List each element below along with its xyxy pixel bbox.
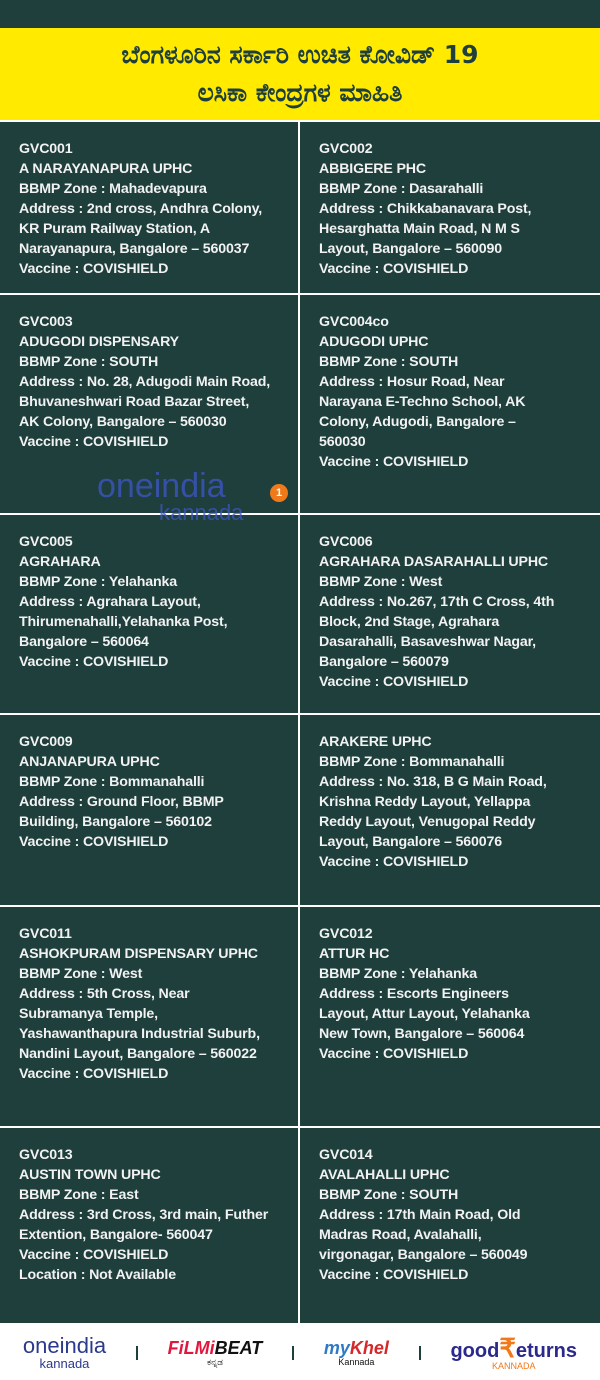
center-line: Vaccine : COVISHIELD xyxy=(19,834,169,850)
oneindia-watermark xyxy=(97,467,244,525)
center-line: Address : 2nd cross, Andhra Colony, xyxy=(19,201,263,217)
divider xyxy=(292,1346,294,1360)
center-line: ABBIGERE PHC xyxy=(319,161,426,177)
center-line: Nandini Layout, Bangalore – 560022 xyxy=(19,1046,257,1062)
center-line: BBMP Zone : East xyxy=(19,1187,139,1203)
watermark-badge: 1 xyxy=(270,484,288,502)
center-card xyxy=(300,907,600,1128)
center-line: AGRAHARA xyxy=(19,554,101,570)
goodreturns-sub: KANNADA xyxy=(491,1360,536,1371)
mykhel-a: my xyxy=(323,1337,350,1358)
center-line: Bangalore – 560079 xyxy=(319,654,449,670)
goodreturns-b: eturns xyxy=(515,1339,578,1362)
top-strip xyxy=(0,0,600,28)
center-line: ARAKERE UPHC xyxy=(319,734,432,750)
center-line: virgonagar, Bangalore – 560049 xyxy=(319,1247,528,1263)
center-line: Bangalore – 560064 xyxy=(19,634,149,650)
center-line: New Town, Bangalore – 560064 xyxy=(319,1026,525,1042)
rupee-icon: ₹ xyxy=(499,1332,516,1363)
center-line: ASHOKPURAM DISPENSARY UPHC xyxy=(19,946,258,962)
mykhel-sub: Kannada xyxy=(338,1356,375,1367)
center-line: Subramanya Temple, xyxy=(19,1006,158,1022)
center-line: 560030 xyxy=(319,434,366,450)
center-line: BBMP Zone : Yelahanka xyxy=(19,574,177,590)
center-line: Madras Road, Avalahalli, xyxy=(319,1227,482,1243)
center-line: Bhuvaneshwari Road Bazar Street, xyxy=(19,394,250,410)
goodreturns-logo[interactable] xyxy=(450,1332,578,1371)
center-line: Address : Chikkabanavara Post, xyxy=(319,201,532,217)
center-card xyxy=(300,515,600,715)
oneindia-logo[interactable] xyxy=(23,1335,106,1370)
divider xyxy=(419,1346,421,1360)
center-line: GVC009 xyxy=(19,734,73,750)
center-line: Address : Escorts Engineers xyxy=(319,986,509,1002)
center-line: A NARAYANAPURA UPHC xyxy=(19,161,193,177)
center-card xyxy=(0,907,300,1128)
center-line: Address : No.267, 17th C Cross, 4th xyxy=(319,594,555,610)
center-line: Vaccine : COVISHIELD xyxy=(19,1066,169,1082)
center-line: Extention, Bangalore- 560047 xyxy=(19,1227,213,1243)
center-line: Colony, Adugodi, Bangalore – xyxy=(319,414,516,430)
center-line: Hesarghatta Main Road, N M S xyxy=(319,221,520,237)
center-line: Vaccine : COVISHIELD xyxy=(319,674,469,690)
center-line: BBMP Zone : West xyxy=(19,966,143,982)
center-line: Address : No. 318, B G Main Road, xyxy=(319,774,547,790)
center-line: KR Puram Railway Station, A xyxy=(19,221,210,237)
center-line: GVC014 xyxy=(319,1147,373,1163)
center-card xyxy=(0,120,300,295)
center-card xyxy=(0,515,300,715)
center-line: BBMP Zone : SOUTH xyxy=(319,354,459,370)
center-line: AUSTIN TOWN UPHC xyxy=(19,1167,161,1183)
center-line: Vaccine : COVISHIELD xyxy=(19,654,169,670)
center-line: Vaccine : COVISHIELD xyxy=(319,1046,469,1062)
center-line: ADUGODI UPHC xyxy=(319,334,429,350)
divider xyxy=(136,1346,138,1360)
center-line: Address : Ground Floor, BBMP xyxy=(19,794,224,810)
center-line: GVC002 xyxy=(319,141,373,157)
mykhel-b: Khel xyxy=(349,1337,389,1358)
center-line: AK Colony, Bangalore – 560030 xyxy=(19,414,227,430)
center-line: GVC011 xyxy=(19,926,72,942)
center-card xyxy=(300,120,600,295)
center-line: GVC012 xyxy=(319,926,373,942)
center-line: Address : No. 28, Adugodi Main Road, xyxy=(19,374,271,390)
center-card xyxy=(300,295,600,515)
center-line: Address : Agrahara Layout, xyxy=(19,594,201,610)
center-line: BBMP Zone : Bommanahalli xyxy=(19,774,205,790)
center-line: GVC004co xyxy=(319,314,389,330)
center-line: Vaccine : COVISHIELD xyxy=(319,261,469,277)
center-line: Layout, Attur Layout, Yelahanka xyxy=(319,1006,530,1022)
title-line-1: ಬೆಂಗಳೂರಿನ ಸರ್ಕಾರಿ ಉಚಿತ ಕೋವಿಡ್ 19 xyxy=(121,40,479,69)
center-card xyxy=(300,715,600,907)
center-card xyxy=(300,1128,600,1325)
center-line: GVC001 xyxy=(19,141,73,157)
page-title xyxy=(0,28,600,120)
center-line: Address : 3rd Cross, 3rd main, Futher xyxy=(19,1207,269,1223)
center-line: AGRAHARA DASARAHALLI UPHC xyxy=(319,554,549,570)
goodreturns-a: good xyxy=(450,1339,500,1362)
center-line: Reddy Layout, Venugopal Reddy xyxy=(319,814,536,830)
center-line: GVC013 xyxy=(19,1147,73,1163)
center-line: Address : 17th Main Road, Old xyxy=(319,1207,521,1223)
center-line: AVALAHALLI UPHC xyxy=(319,1167,450,1183)
center-card xyxy=(0,715,300,907)
filmibeat-a: FiLMi xyxy=(167,1337,215,1358)
center-line: Block, 2nd Stage, Agrahara xyxy=(319,614,500,630)
center-line: BBMP Zone : Yelahanka xyxy=(319,966,477,982)
center-line: BBMP Zone : SOUTH xyxy=(319,1187,459,1203)
center-line: Narayana E-Techno School, AK xyxy=(319,394,526,410)
center-line: Location : Not Available xyxy=(19,1267,176,1283)
center-line: ATTUR HC xyxy=(319,946,390,962)
center-line: GVC005 xyxy=(19,534,73,550)
footer-logos xyxy=(0,1325,600,1380)
center-line: Vaccine : COVISHIELD xyxy=(319,1267,469,1283)
center-line: BBMP Zone : Bommanahalli xyxy=(319,754,505,770)
title-line-2: ಲಸಿಕಾ ಕೇಂದ್ರಗಳ ಮಾಹಿತಿ xyxy=(197,78,403,107)
center-line: Address : Hosur Road, Near xyxy=(319,374,505,390)
center-line: BBMP Zone : West xyxy=(319,574,443,590)
center-line: Vaccine : COVISHIELD xyxy=(319,854,469,870)
center-line: ANJANAPURA UPHC xyxy=(19,754,160,770)
oneindia-logo-text: oneindia xyxy=(22,1333,107,1358)
center-line: Address : 5th Cross, Near xyxy=(19,986,190,1002)
center-line: BBMP Zone : Dasarahalli xyxy=(319,181,484,197)
center-line: Building, Bangalore – 560102 xyxy=(19,814,212,830)
filmibeat-b: BEAT xyxy=(214,1337,263,1358)
vaccination-centers-grid xyxy=(0,120,600,1325)
watermark-sub: kannada xyxy=(159,500,244,525)
center-line: ADUGODI DISPENSARY xyxy=(19,334,179,350)
center-line: Layout, Bangalore – 560076 xyxy=(319,834,502,850)
center-line: BBMP Zone : SOUTH xyxy=(19,354,159,370)
watermark-name: oneindia xyxy=(97,467,226,505)
center-line: Thirumenahalli,Yelahanka Post, xyxy=(19,614,228,630)
center-line: Vaccine : COVISHIELD xyxy=(19,261,169,277)
center-line: BBMP Zone : Mahadevapura xyxy=(19,181,207,197)
center-line: Narayanapura, Bangalore – 560037 xyxy=(19,241,250,257)
center-line: Vaccine : COVISHIELD xyxy=(319,454,469,470)
mykhel-logo[interactable] xyxy=(324,1339,389,1367)
center-line: Dasarahalli, Basaveshwar Nagar, xyxy=(319,634,536,650)
oneindia-logo-sub: kannada xyxy=(39,1356,90,1371)
center-line: Krishna Reddy Layout, Yellappa xyxy=(319,794,531,810)
center-card xyxy=(0,1128,300,1325)
center-line: Yashawanthapura Industrial Suburb, xyxy=(19,1026,260,1042)
center-line: GVC006 xyxy=(319,534,373,550)
center-line: Vaccine : COVISHIELD xyxy=(19,1247,169,1263)
center-line: GVC003 xyxy=(19,314,73,330)
filmibeat-logo[interactable] xyxy=(168,1339,263,1367)
filmibeat-sub: ಕನ್ನಡ xyxy=(206,1356,223,1367)
center-line: Layout, Bangalore – 560090 xyxy=(319,241,502,257)
center-line: Vaccine : COVISHIELD xyxy=(19,434,169,450)
